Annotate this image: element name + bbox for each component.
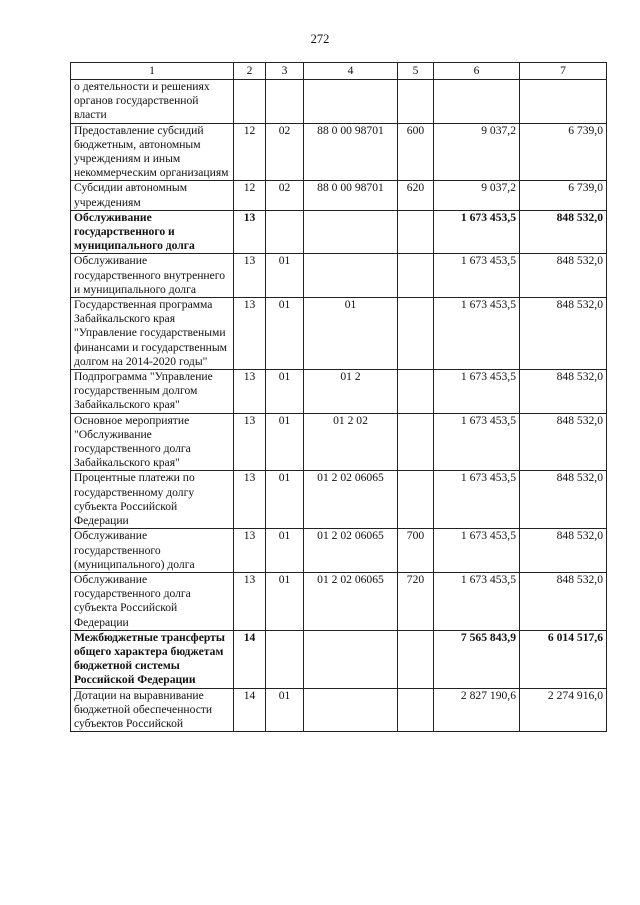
row-name: Основное мероприятие "Обслуживание государственного долга Забайкальского края" (71, 413, 234, 471)
row-name: Обслуживание государственного (муниципального) долга (71, 529, 234, 573)
row-name: Обслуживание государственного и муниципального долга (71, 210, 234, 254)
row-section: 13 (234, 370, 266, 414)
row-subsection: 01 (266, 254, 304, 298)
table-row (71, 254, 607, 298)
row-amount-2: 6 739,0 (520, 123, 607, 181)
row-target-article: 01 2 02 (304, 413, 398, 471)
row-amount-2: 2 274 916,0 (520, 688, 607, 732)
row-expense-type (398, 630, 434, 688)
row-amount-2: 848 532,0 (520, 254, 607, 298)
row-amount-1: 1 673 453,5 (434, 370, 520, 414)
row-expense-type (398, 298, 434, 370)
row-expense-type (398, 370, 434, 414)
row-amount-1: 1 673 453,5 (434, 413, 520, 471)
row-amount-2: 848 532,0 (520, 471, 607, 529)
row-expense-type: 720 (398, 572, 434, 630)
row-section: 13 (234, 471, 266, 529)
row-target-article: 01 2 (304, 370, 398, 414)
row-amount-1: 1 673 453,5 (434, 254, 520, 298)
row-amount-1 (434, 80, 520, 124)
row-target-article: 88 0 00 98701 (304, 123, 398, 181)
row-target-article (304, 630, 398, 688)
row-target-article (304, 210, 398, 254)
table-row (71, 529, 607, 573)
row-amount-2: 6 739,0 (520, 181, 607, 210)
header-cell-target: 4 (304, 63, 398, 80)
row-amount-1: 1 673 453,5 (434, 572, 520, 630)
table-row (71, 688, 607, 732)
row-subsection (266, 210, 304, 254)
row-name: Дотации на выравнивание бюджетной обеспеченности субъектов Российской (71, 688, 234, 732)
row-subsection: 01 (266, 471, 304, 529)
row-expense-type: 700 (398, 529, 434, 573)
row-target-article: 01 (304, 298, 398, 370)
header-cell-expense-type: 5 (398, 63, 434, 80)
row-name: Межбюджетные трансферты общего характера бюджетам бюджетной системы Российской Федерации (71, 630, 234, 688)
row-amount-1: 9 037,2 (434, 123, 520, 181)
row-subsection: 01 (266, 370, 304, 414)
row-amount-2: 848 532,0 (520, 210, 607, 254)
row-expense-type (398, 471, 434, 529)
row-target-article (304, 688, 398, 732)
row-subsection: 01 (266, 529, 304, 573)
page-number: 272 (310, 32, 330, 46)
row-target-article: 88 0 00 98701 (304, 181, 398, 210)
row-expense-type (398, 688, 434, 732)
row-name: о деятельности и решениях органов государственной власти (71, 80, 234, 124)
row-section: 12 (234, 181, 266, 210)
row-name: Государственная программа Забайкальского края "Управление государствеными финансами и государственным долгом на 2014-2020 годы" (71, 298, 234, 370)
row-target-article: 01 2 02 06065 (304, 471, 398, 529)
row-target-article: 01 2 02 06065 (304, 529, 398, 573)
row-subsection: 01 (266, 572, 304, 630)
row-name: Обслуживание государственного внутреннего и муниципального долга (71, 254, 234, 298)
row-subsection (266, 630, 304, 688)
row-name: Субсидии автономным учреждениям (71, 181, 234, 210)
row-section: 13 (234, 298, 266, 370)
row-amount-2 (520, 80, 607, 124)
row-amount-1: 1 673 453,5 (434, 471, 520, 529)
row-subsection (266, 80, 304, 124)
row-expense-type: 600 (398, 123, 434, 181)
row-section: 14 (234, 688, 266, 732)
row-section: 13 (234, 529, 266, 573)
row-subsection: 02 (266, 123, 304, 181)
header-cell-name: 1 (71, 63, 234, 80)
table-row (71, 298, 607, 370)
table-row (71, 572, 607, 630)
row-subsection: 02 (266, 181, 304, 210)
row-target-article (304, 80, 398, 124)
row-section: 13 (234, 210, 266, 254)
header-cell-subsection: 3 (266, 63, 304, 80)
header-cell-amount-2: 7 (520, 63, 607, 80)
row-name: Предоставление субсидий бюджетным, автономным учреждениям и иным некоммерческим организациям (71, 123, 234, 181)
table-row (71, 181, 607, 210)
row-amount-2: 848 532,0 (520, 529, 607, 573)
row-subsection: 01 (266, 688, 304, 732)
table-row (71, 471, 607, 529)
row-expense-type (398, 254, 434, 298)
row-section: 13 (234, 413, 266, 471)
row-amount-1: 1 673 453,5 (434, 529, 520, 573)
row-amount-1: 1 673 453,5 (434, 298, 520, 370)
header-cell-section: 2 (234, 63, 266, 80)
row-amount-2: 6 014 517,6 (520, 630, 607, 688)
table-row (71, 210, 607, 254)
row-name: Подпрограмма "Управление государственным долгом Забайкальского края" (71, 370, 234, 414)
row-expense-type: 620 (398, 181, 434, 210)
row-target-article: 01 2 02 06065 (304, 572, 398, 630)
row-section: 14 (234, 630, 266, 688)
table-row (71, 413, 607, 471)
row-subsection: 01 (266, 298, 304, 370)
row-expense-type (398, 210, 434, 254)
budget-table (70, 62, 607, 732)
row-amount-1: 1 673 453,5 (434, 210, 520, 254)
row-subsection: 01 (266, 413, 304, 471)
row-expense-type (398, 413, 434, 471)
table-row (71, 80, 607, 124)
row-amount-1: 9 037,2 (434, 181, 520, 210)
row-expense-type (398, 80, 434, 124)
row-section: 12 (234, 123, 266, 181)
row-amount-2: 848 532,0 (520, 572, 607, 630)
row-section: 13 (234, 572, 266, 630)
row-amount-2: 848 532,0 (520, 370, 607, 414)
table-row (71, 123, 607, 181)
row-amount-2: 848 532,0 (520, 413, 607, 471)
row-amount-1: 2 827 190,6 (434, 688, 520, 732)
header-row (71, 63, 607, 80)
row-target-article (304, 254, 398, 298)
row-amount-2: 848 532,0 (520, 298, 607, 370)
row-name: Процентные платежи по государственному долгу субъекта Российской Федерации (71, 471, 234, 529)
row-section (234, 80, 266, 124)
row-amount-1: 7 565 843,9 (434, 630, 520, 688)
row-section: 13 (234, 254, 266, 298)
row-name: Обслуживание государственного долга субъекта Российской Федерации (71, 572, 234, 630)
header-cell-amount-1: 6 (434, 63, 520, 80)
table-row (71, 630, 607, 688)
table-row (71, 370, 607, 414)
